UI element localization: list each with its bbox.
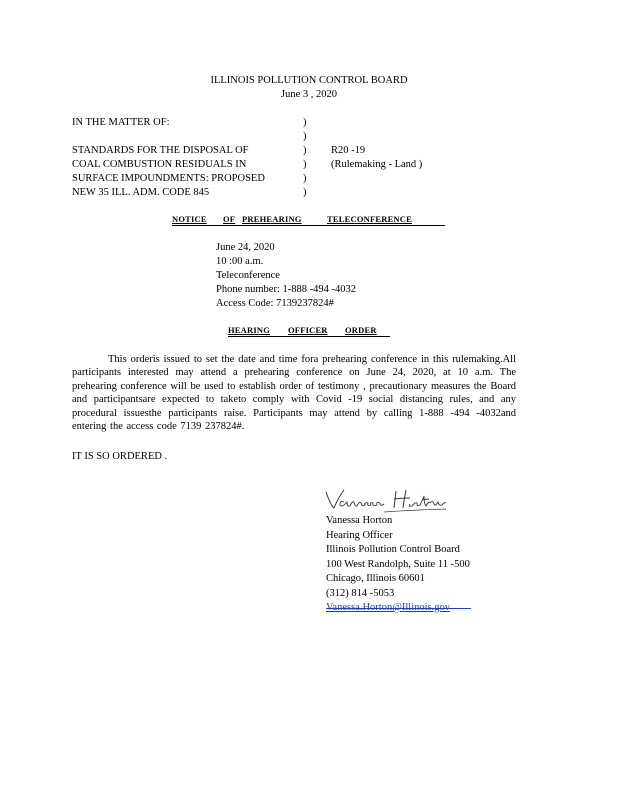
notice-details <box>216 241 356 311</box>
caption-line: SURFACE IMPOUNDMENTS: PROPOSED <box>72 173 265 184</box>
signer-name: Vanessa Horton <box>326 515 393 526</box>
signer-title: Hearing Officer <box>326 529 393 541</box>
docket-info <box>331 144 422 172</box>
caption-line: IN THE MATTER OF: <box>72 117 170 128</box>
caption-paren: ) <box>303 131 307 142</box>
agency-name: ILLINOIS POLLUTION CONTROL BOARD <box>210 75 408 86</box>
notice-underline <box>172 225 445 226</box>
order-date: June 3 , 2020 <box>281 89 337 100</box>
signer-address-street: 100 West Randolph, Suite 11 -500 <box>326 558 470 570</box>
caption-paren: ) <box>303 187 307 198</box>
order-body-paragraph: This orderis issued to set the date and time fora prehearing conference in this rulemaking.All participants interested may attend a prehearing conference on June 24, 2020, at 10 a.m. The prehearing conference will be used to establish order of testimony , precautionary measures the Board and participantsare expected to taketo comply with Covid -19 social distancing rules, and any procedural issuesthe participants raise. Participants may attend by calling 1-888 -494 -4032and entering the access code 7139 237824#. <box>72 354 516 433</box>
caption-paren: ) <box>303 173 307 184</box>
signer-address-city: Chicago, Illinois 60601 <box>326 573 425 584</box>
closing-statement: IT IS SO ORDERED . <box>72 451 168 462</box>
signer-organization: Illinois Pollution Control Board <box>326 544 460 555</box>
caption-paren: ) <box>303 145 307 156</box>
notice-phone: Phone number: 1-888 -494 -4032 <box>216 284 356 295</box>
notice-access-code: Access Code: 7139237824# <box>216 298 334 309</box>
order-underline <box>228 336 390 337</box>
signature-block <box>326 514 470 616</box>
caption-line <box>72 130 265 144</box>
caption-line: NEW 35 ILL. ADM. CODE 845 <box>72 187 210 198</box>
order-title-word: OFFICER <box>288 325 328 335</box>
caption-parens <box>303 116 307 200</box>
email-underline <box>326 608 471 609</box>
caption-paren: ) <box>303 159 307 170</box>
docket-number: R20 -19 <box>331 145 366 156</box>
notice-title-word: NOTICE <box>172 214 207 224</box>
caption-paren: ) <box>303 117 307 128</box>
case-caption <box>72 116 265 200</box>
handwritten-signature <box>322 486 452 516</box>
notice-title-word: OF <box>223 214 236 224</box>
order-title-word: ORDER <box>345 325 377 335</box>
signer-phone: (312) 814 -5053 <box>326 587 395 599</box>
caption-line: COAL COMBUSTION RESIDUALS IN <box>72 159 247 170</box>
notice-title-word: TELECONFERENCE <box>327 214 412 224</box>
notice-time: 10 :00 a.m. <box>216 256 264 267</box>
order-title-word: HEARING <box>228 325 271 335</box>
notice-location: Teleconference <box>216 270 280 281</box>
notice-date: June 24, 2020 <box>216 242 275 253</box>
caption-line: STANDARDS FOR THE DISPOSAL OF <box>72 145 249 156</box>
docket-type: (Rulemaking - Land ) <box>331 159 423 170</box>
notice-title-word: PREHEARING <box>242 214 302 224</box>
